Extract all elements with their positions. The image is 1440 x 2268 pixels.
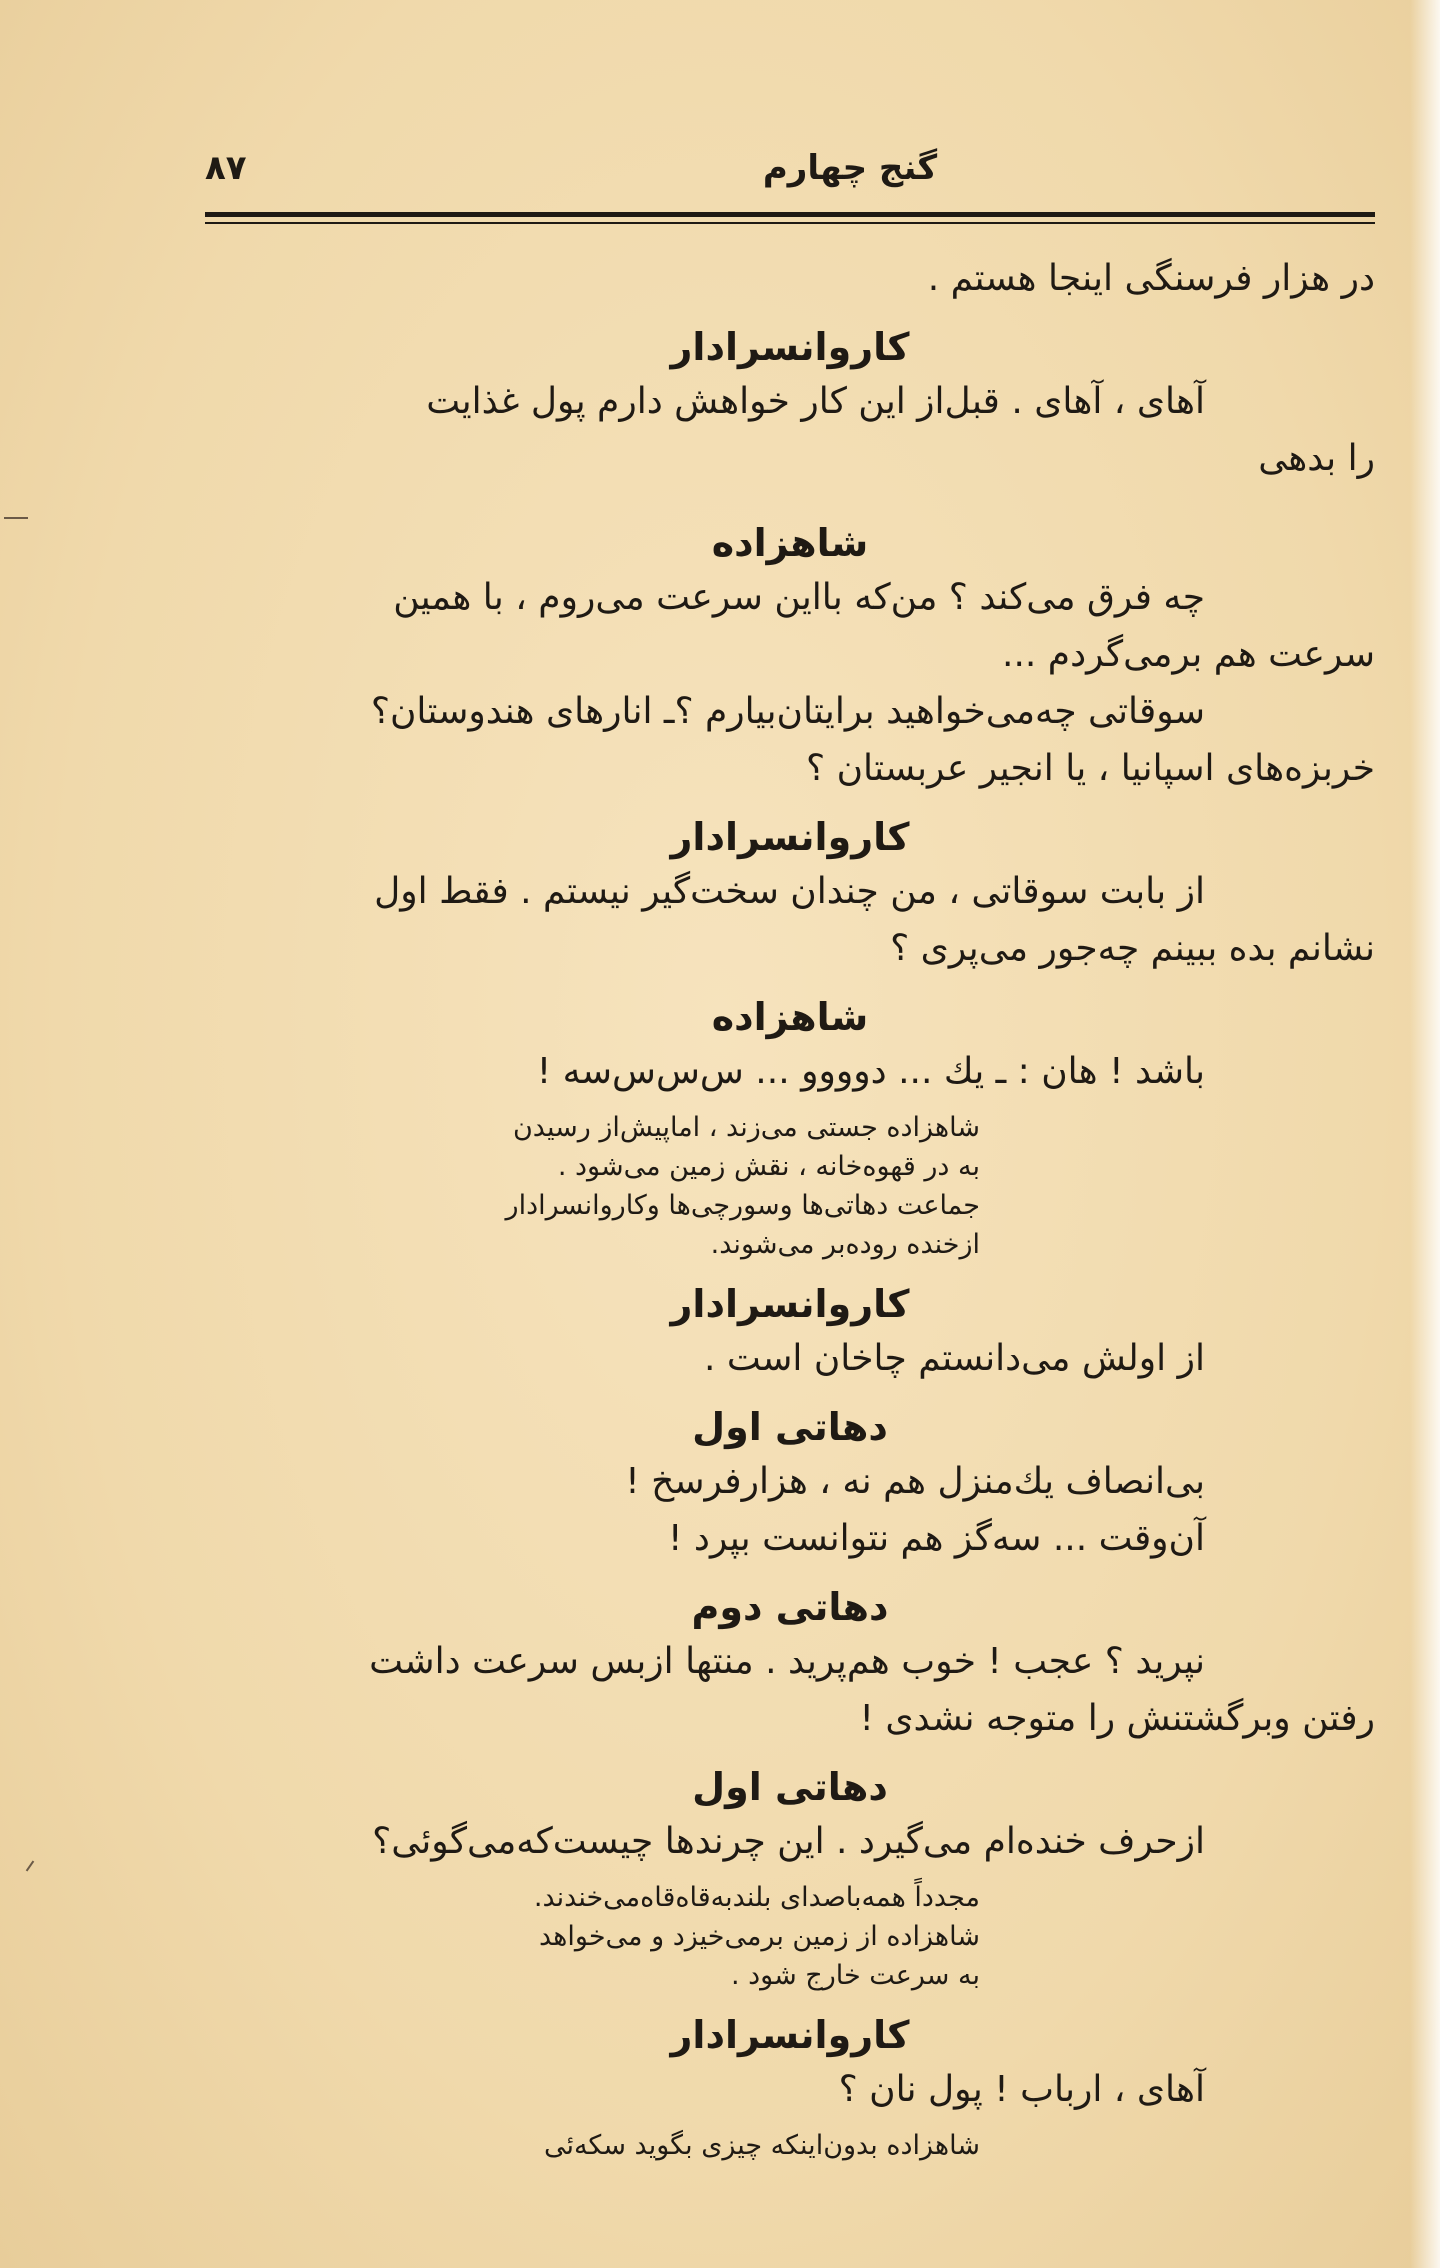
text-line: از بابت سوقاتی ، من چندان سخت‌گیر نیستم . فقط اول: [374, 871, 1205, 912]
stage-line: شاهزاده بدون‌اینکه چیزی بگوید سکه‌ئی: [543, 2130, 980, 2161]
stage-direction: [205, 1878, 1375, 1995]
stage-direction: [205, 1108, 1375, 1264]
text-line: بی‌انصاف یك‌منزل هم نه ، هزارفرسخ !: [625, 1461, 1205, 1502]
scan-mark: [26, 1861, 35, 1872]
text-line: نپرید ؟ عجب ! خوب هم‌پرید . منتها ازبس سرعت داشت: [369, 1641, 1205, 1682]
stage-line: جماعت دهاتی‌ها وسورچی‌ها وکاروانسرادار: [505, 1190, 980, 1221]
running-title: گنج چهارم: [762, 148, 938, 188]
header-rule-thick: [205, 212, 1375, 217]
speaker-name: کاروانسرادار: [670, 2013, 910, 2057]
speaker-name: کاروانسرادار: [670, 325, 910, 369]
stage-line: شاهزاده از زمین برمی‌خیزد و می‌خواهد: [538, 1921, 980, 1952]
text-line: را بدهی: [1258, 438, 1375, 479]
play-text: [205, 250, 1375, 2173]
text-line: رفتن وبرگشتنش را متوجه نشدی !: [859, 1698, 1375, 1739]
stage-line: به سرعت خارج شود .: [730, 1960, 980, 1991]
text-line: آن‌وقت ... سه‌گز هم نتوانست بپرد !: [668, 1518, 1205, 1559]
speaker-name: دهاتی اول: [692, 1765, 888, 1809]
scan-mark: [4, 517, 28, 519]
speaker-name: کاروانسرادار: [670, 1282, 910, 1326]
text-line: در هزار فرسنگی اینجا هستم .: [927, 258, 1375, 299]
text-line: چه فرق می‌کند ؟ من‌که بااین سرعت می‌روم ، با همین: [393, 577, 1205, 618]
text-line: از اولش می‌دانستم چاخان است .: [704, 1338, 1205, 1379]
stage-direction: [205, 2126, 1375, 2165]
text-line: نشانم بده ببینم چه‌جور می‌پری ؟: [890, 928, 1375, 969]
page-header: [205, 148, 1375, 210]
text-line: سوقاتی چه‌می‌خواهید برایتان‌بیارم ؟ـ انارهای هندوستان؟: [370, 691, 1205, 732]
text-line: سرعت هم برمی‌گردم ...: [1002, 634, 1375, 675]
text-line: آهای ، آهای . قبل‌از این کار خواهش دارم پول غذایت: [426, 381, 1205, 422]
stage-line: مجدداً همه‌باصدای بلندبه‌قاه‌قاه‌می‌خندند.: [533, 1882, 980, 1913]
speaker-name: شاهزاده: [711, 995, 869, 1039]
speaker-name: شاهزاده: [711, 521, 869, 565]
text-line: خربزه‌های اسپانیا ، یا انجیر عربستان ؟: [806, 748, 1375, 789]
stage-line: شاهزاده جستی می‌زند ، اماپیش‌از رسیدن: [512, 1112, 980, 1143]
speaker-name: دهاتی اول: [692, 1405, 888, 1449]
speaker-name: دهاتی دوم: [691, 1585, 889, 1629]
header-rule-thin: [205, 222, 1375, 224]
speaker-name: کاروانسرادار: [670, 815, 910, 859]
stage-line: ازخنده روده‌بر می‌شوند.: [710, 1229, 980, 1260]
text-line: باشد ! هان : ـ یك ... دوووو ... س‌س‌س‌سه !: [536, 1051, 1205, 1092]
text-line: آهای ، ارباب ! پول نان ؟: [838, 2069, 1205, 2110]
page-number: ۸۷: [205, 148, 247, 188]
stage-line: به در قهوه‌خانه ، نقش زمین می‌شود .: [557, 1151, 980, 1182]
text-line: ازحرف خنده‌ام می‌گیرد . این چرندها چیست‌که‌می‌گوئی؟: [372, 1821, 1205, 1862]
